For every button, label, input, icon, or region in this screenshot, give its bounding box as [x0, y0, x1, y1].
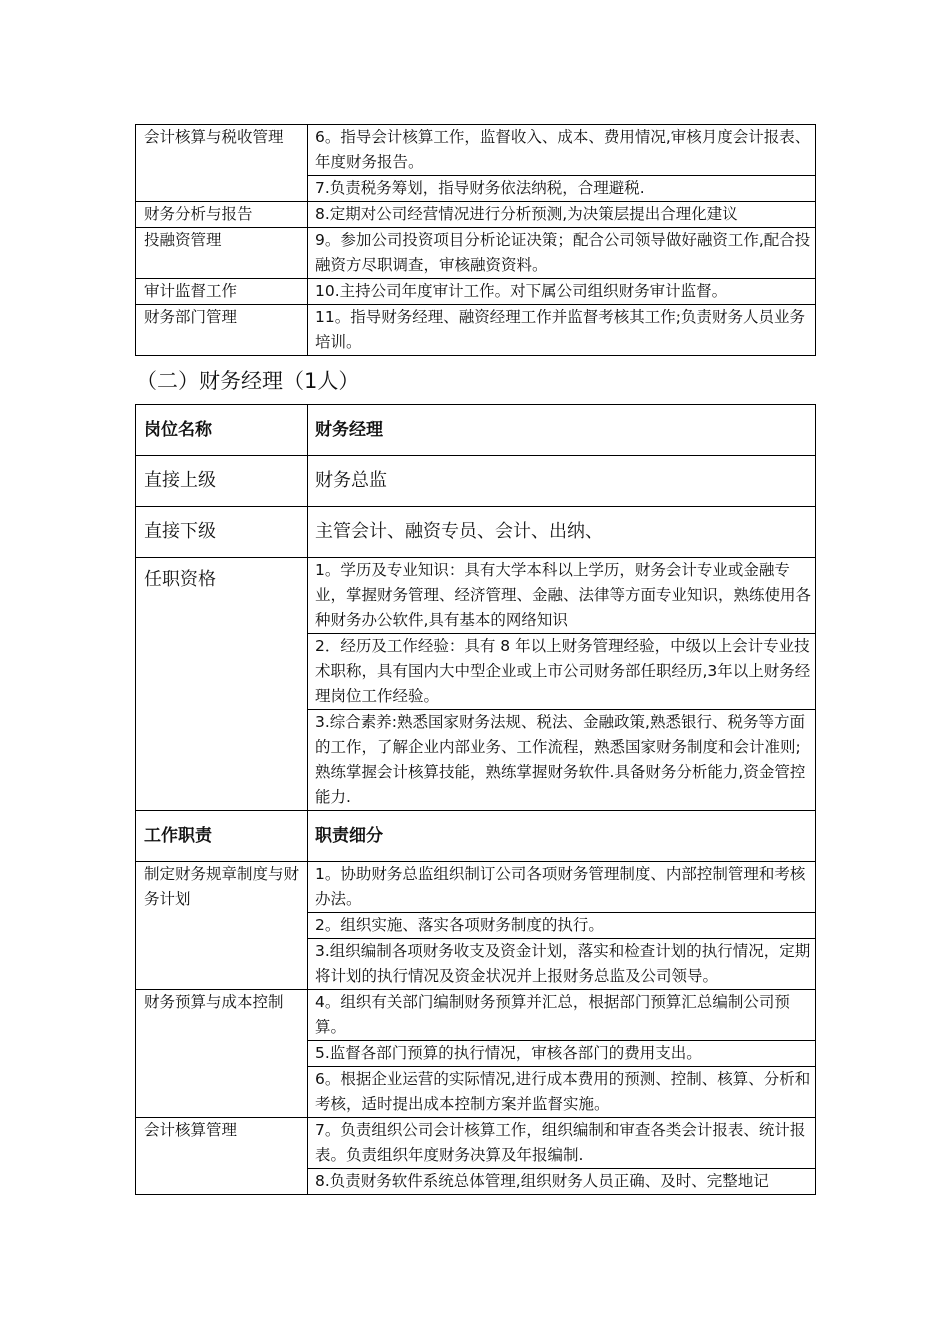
category-cell: 制定财务规章制度与财务计划	[136, 862, 308, 990]
duty-item: 1。协助财务总监组织制订公司各项财务管理制度、内部控制管理和考核办法。	[308, 862, 816, 913]
duty-item: 8.定期对公司经营情况进行分析预测,为决策层提出合理化建议	[308, 202, 816, 228]
duty-item: 6。指导会计核算工作，监督收入、成本、费用情况,审核月度会计报表、年度财务报告。	[308, 125, 816, 176]
duty-header: 工作职责	[136, 811, 308, 862]
category-cell: 会计核算与税收管理	[136, 125, 308, 202]
qualification-item: 2．经历及工作经验：具有 8 年以上财务管理经验，中级以上会计专业技术职称，具有国内大中型企业或上市公司财务部任职经历,3年以上财务经理岗位工作经验。	[308, 634, 816, 710]
category-cell: 审计监督工作	[136, 279, 308, 305]
superior-value: 财务总监	[308, 456, 816, 507]
qualification-item: 1。学历及专业知识：具有大学本科以上学历，财务会计专业或金融专业，掌握财务管理、经济管理、金融、法律等方面专业知识，熟练使用各种财务办公软件,具有基本的网络知识	[308, 558, 816, 634]
duty-item: 3.组织编制各项财务收支及资金计划，落实和检查计划的执行情况，定期将计划的执行情况及资金状况并上报财务总监及公司领导。	[308, 939, 816, 990]
section-heading: （二）财务经理（1人）	[136, 369, 360, 393]
duty-item: 9。参加公司投资项目分析论证决策；配合公司领导做好融资工作,配合投融资方尽职调查，审核融资资料。	[308, 228, 816, 279]
duty-item: 7.负责税务筹划，指导财务依法纳税，合理避税.	[308, 176, 816, 202]
duty-item: 5.监督各部门预算的执行情况，审核各部门的费用支出。	[308, 1041, 816, 1067]
detail-header: 职责细分	[308, 811, 816, 862]
position-label: 岗位名称	[136, 405, 308, 456]
qualification-item: 3.综合素养:熟悉国家财务法规、税法、金融政策,熟悉银行、税务等方面的工作，了解企业内部业务、工作流程，熟悉国家财务制度和会计准则;熟练掌握会计核算技能，熟练掌握财务软件.具备财务分析能力,资金管控能力.	[308, 710, 816, 811]
category-cell: 投融资管理	[136, 228, 308, 279]
duty-item: 8.负责财务软件系统总体管理,组织财务人员正确、及时、完整地记	[308, 1169, 816, 1195]
position-value: 财务经理	[308, 405, 816, 456]
duty-item: 6。根据企业运营的实际情况,进行成本费用的预测、控制、核算、分析和考核，适时提出成本控制方案并监督实施。	[308, 1067, 816, 1118]
duty-item: 10.主持公司年度审计工作。对下属公司组织财务审计监督。	[308, 279, 816, 305]
subordinate-label: 直接下级	[136, 507, 308, 558]
superior-label: 直接上级	[136, 456, 308, 507]
category-cell: 财务部门管理	[136, 305, 308, 356]
subordinate-value: 主管会计、融资专员、会计、出纳、	[308, 507, 816, 558]
job-description-table	[135, 404, 816, 1195]
duty-item: 2。组织实施、落实各项财务制度的执行。	[308, 913, 816, 939]
category-cell: 财务预算与成本控制	[136, 990, 308, 1118]
duty-item: 7。负责组织公司会计核算工作，组织编制和审查各类会计报表、统计报表。负责组织年度财务决算及年报编制.	[308, 1118, 816, 1169]
qualification-label: 任职资格	[136, 558, 308, 811]
category-cell: 会计核算管理	[136, 1118, 308, 1195]
duty-item: 4。组织有关部门编制财务预算并汇总，根据部门预算汇总编制公司预算。	[308, 990, 816, 1041]
duty-item: 11。指导财务经理、融资经理工作并监督考核其工作;负责财务人员业务培训。	[308, 305, 816, 356]
duties-table-continued	[135, 124, 816, 356]
category-cell: 财务分析与报告	[136, 202, 308, 228]
